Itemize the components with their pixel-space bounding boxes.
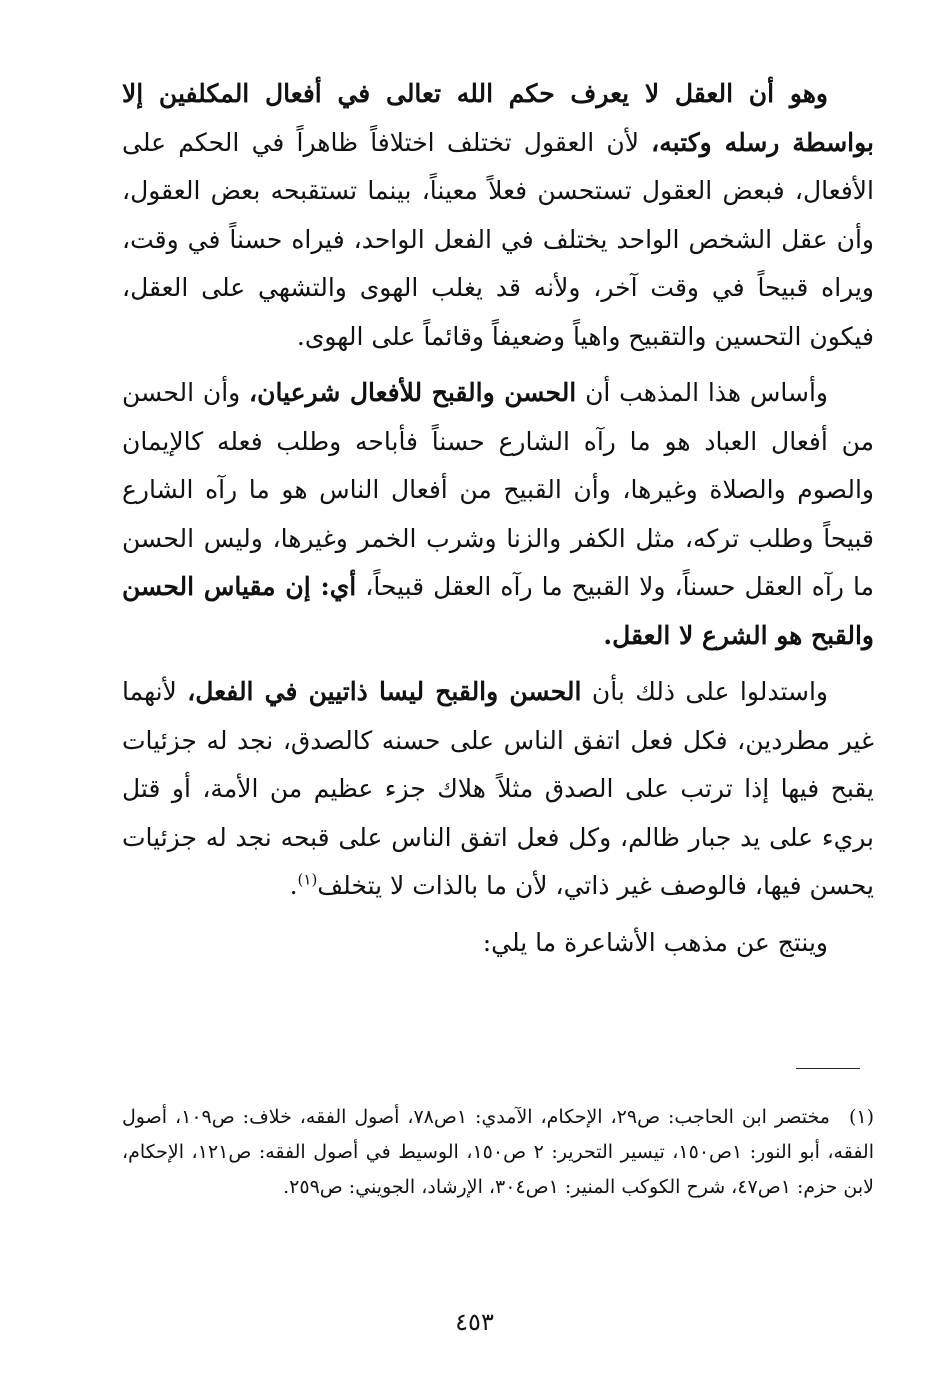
page-number: ٤٥٣ bbox=[455, 1308, 494, 1336]
footnote-reference[interactable]: (١) bbox=[297, 870, 318, 889]
paragraph-lead: وأساس هذا المذهب أن bbox=[576, 378, 828, 407]
footnote-divider bbox=[796, 1068, 860, 1069]
paragraph-1 bbox=[122, 70, 874, 361]
footnote-text: مختصر ابن الحاجب: ص٢٩، الإحكام، الآمدي: ١ص٧٨، أصول الفقه، خلاف: ص١٠٩، أصول الفقه، أبو النور: ١ص١٥٠، تيسير التحرير: ٢ ص١٥٠، الوسيط في أصول الفقه: ص١٢١، الإحكام، لابن حزم: ١ص٤٧، شرح الكوكب المنير: ١ص٣٠٤، الإرشاد، الجويني: ص٢٥٩. bbox=[122, 1106, 875, 1198]
bold-phrase: الحسن والقبح للأفعال شرعيان، bbox=[249, 378, 577, 407]
closing-line: وينتج عن مذهب الأشاعرة ما يلي: bbox=[482, 927, 828, 957]
paragraph-lead: واستدلوا على ذلك بأن bbox=[581, 677, 828, 706]
paragraph-text: لأن العقول تختلف اختلافاً ظاهراً في الحكم على الأفعال، فبعض العقول تستحسن فعلاً معيناً، بينما تستقبحه بعض العقول، وأن عقل الشخص الواحد يختلف في الفعل الواحد، فيراه حسناً في وقت، ويراه قبيحاً في وقت آخر، ولأنه قد يغلب الهوى والتشهي على العقل، فيكون التحسين والتقبيح واهياً وضعيفاً وقائماً على الهوى. bbox=[122, 127, 874, 351]
bold-phrase: الحسن والقبح ليسا ذاتيين في الفعل، bbox=[187, 677, 582, 706]
paragraph-text: وأن الحسن من أفعال العباد هو ما رآه الشارع حسناً فأباحه وطلب فعله كالإيمان والصوم والصلاة وغيرها، وأن القبيح من أفعال الناس هو ما رآه الشارع قبيحاً وطلب تركه، مثل الكفر والزنا وشرب الخمر وغيرها، وليس الحسن ما رآه العقل حسناً، ولا القبيح ما رآه العقل قبيحاً، bbox=[122, 378, 874, 601]
paragraph-2 bbox=[122, 369, 874, 660]
footnote-number: (١) bbox=[848, 1106, 874, 1128]
bold-phrase: أي: إن مقياس الحسن والقبح هو الشرع لا العقل. bbox=[122, 572, 874, 650]
paragraph-3: واستدلوا على ذلك بأن الحسن والقبح ليسا ذاتيين في الفعل، لأنهما غير مطردين، فكل فعل اتفق الناس على حسنه كالصدق، نجد له جزئيات يقبح فيها إذا ترتب على الصدق مثلاً هلاك جزء عظيم من الأمة، أو قتل بريء على يد جبار ظالم، وكل فعل اتفق الناس على قبحه نجد له جزئيات يحسن فيها، فالوصف غير ذاتي، لأن ما بالذات لا يتخلف$^{(١)}$. bbox=[122, 677, 874, 900]
bold-phrase: وهو أن العقل لا يعرف حكم الله تعالى في أفعال المكلفين إلا بواسطة رسله وكتبه، bbox=[122, 79, 874, 157]
main-text bbox=[122, 70, 874, 967]
paragraph-text: لأنهما غير مطردين، فكل فعل اتفق الناس على حسنه كالصدق، نجد له جزئيات يقبح فيها إذا ترتب على الصدق مثلاً هلاك جزء عظيم من الأمة، أو قتل بريء على يد جبار ظالم، وكل فعل اتفق الناس على قبحه نجد له جزئيات يحسن فيها، فالوصف غير ذاتي، لأن ما بالذات لا يتخلف bbox=[122, 677, 874, 900]
footnote-block bbox=[122, 1100, 874, 1205]
